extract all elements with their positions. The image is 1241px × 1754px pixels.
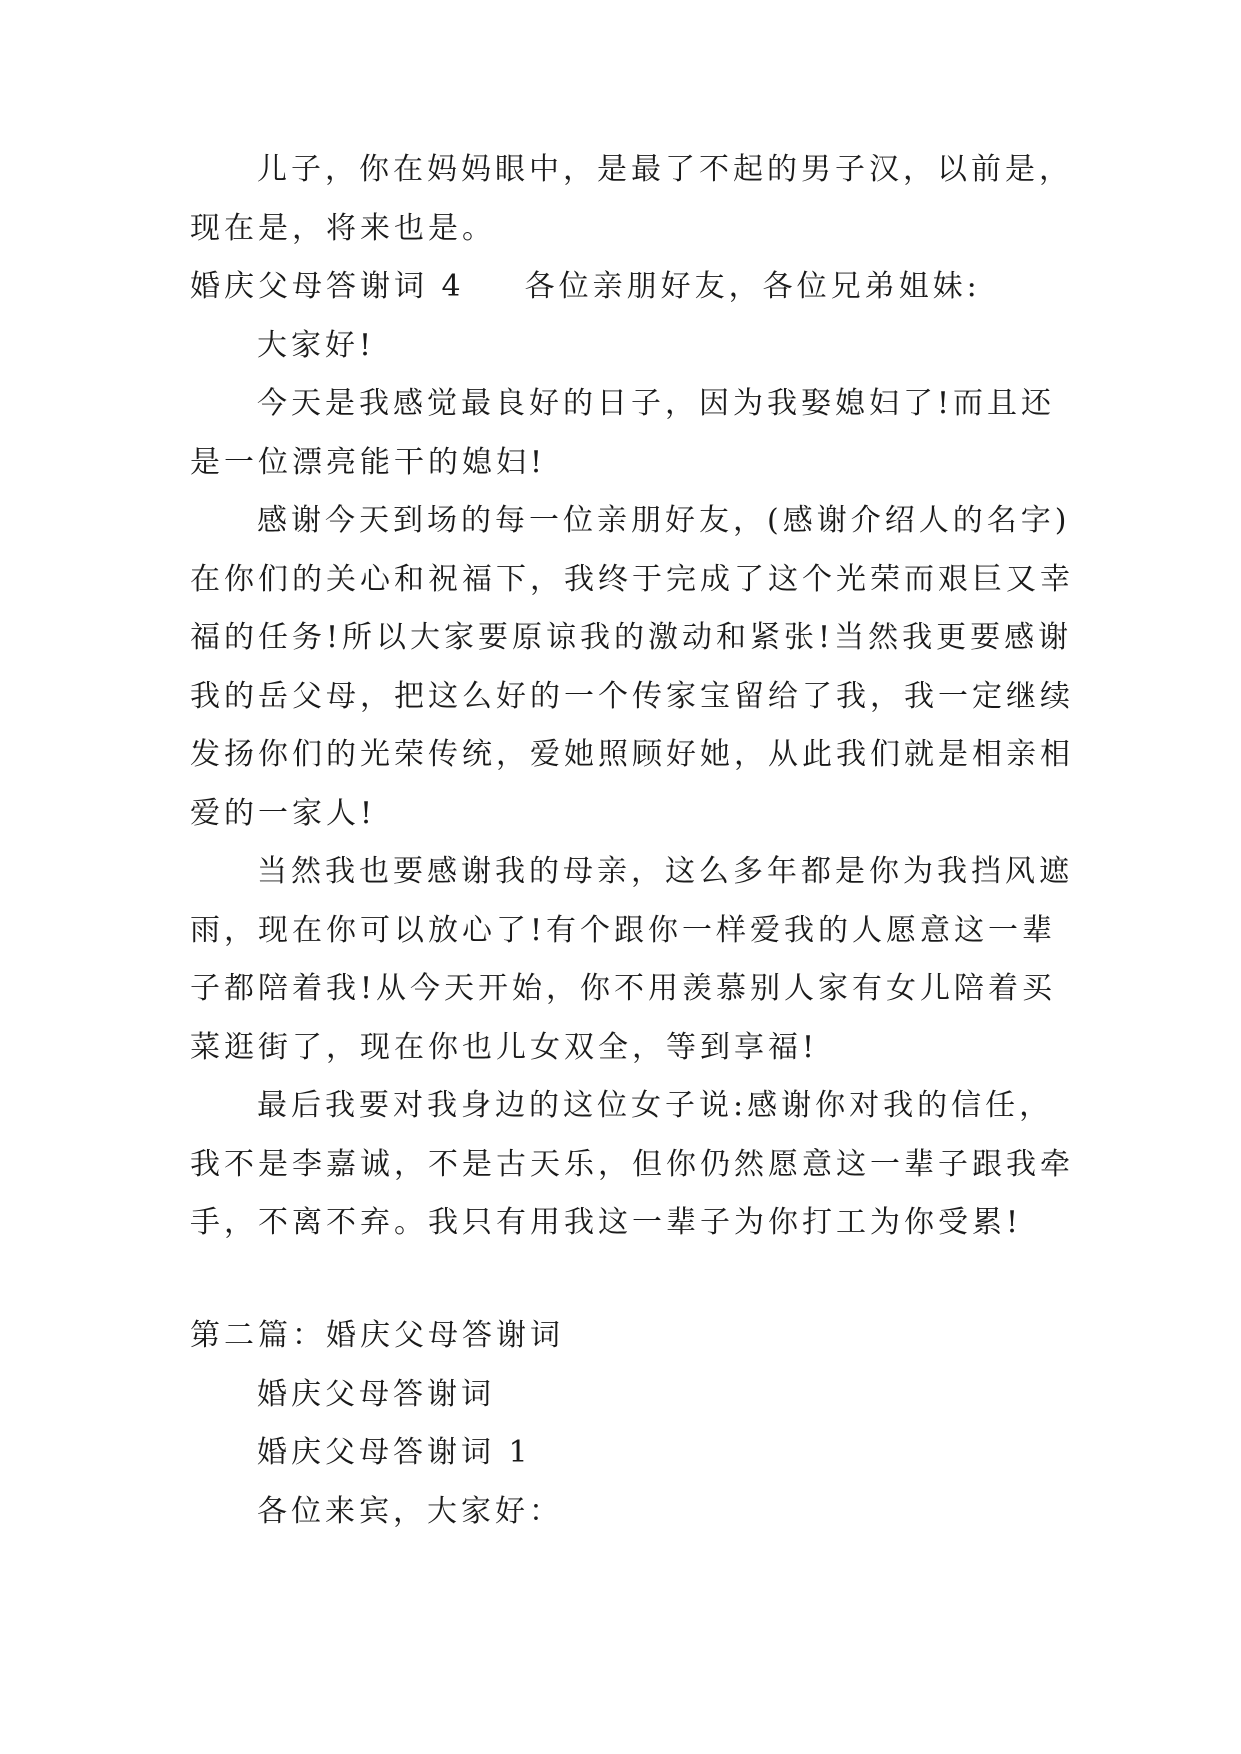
paragraph-line: 福的任务!所以大家要原谅我的激动和紧张!当然我更要感谢 [190,620,1073,655]
paragraph-line: 手，不离不弃。我只有用我这一辈子为你打工为你受累! [190,1205,1023,1240]
article-subtitle: 婚庆父母答谢词 1 [257,1435,532,1470]
paragraph-line: 感谢今天到场的每一位亲朋好友，(感谢介绍人的名字) [257,503,1071,538]
paragraph-line: 是一位漂亮能干的媳妇! [190,445,547,480]
paragraph-line: 我不是李嘉诚，不是古天乐，但你仍然愿意这一辈子跟我牵 [190,1147,1074,1182]
greeting-text: 各位亲朋好友，各位兄弟姐妹: [524,269,981,304]
paragraph-line: 现在是，将来也是。 [190,211,496,246]
paragraph-line: 雨，现在你可以放心了!有个跟你一样爱我的人愿意这一辈 [190,913,1057,948]
paragraph-line: 菜逛街了，现在你也儿女双全，等到享福! [190,1030,819,1065]
paragraph-line: 大家好! [257,328,376,363]
chapter-heading: 第二篇：婚庆父母答谢词 [190,1318,564,1353]
paragraph-line: 今天是我感觉最良好的日子，因为我娶媳妇了!而且还 [257,386,1056,421]
paragraph-line: 我的岳父母，把这么好的一个传家宝留给了我，我一定继续 [190,679,1074,714]
paragraph-line: 最后我要对我身边的这位女子说:感谢你对我的信任， [257,1088,1054,1123]
article-title: 婚庆父母答谢词 [257,1377,495,1412]
paragraph-line: 儿子，你在妈妈眼中，是最了不起的男子汉，以前是， [257,152,1073,187]
paragraph-line: 子都陪着我!从今天开始，你不用羡慕别人家有女儿陪着买 [190,971,1057,1006]
paragraph-line: 爱的一家人! [190,796,377,831]
section-title: 婚庆父母答谢词 4 [190,269,465,304]
paragraph-line: 当然我也要感谢我的母亲，这么多年都是你为我挡风遮 [257,854,1073,889]
paragraph-line: 在你们的关心和祝福下，我终于完成了这个光荣而艰巨又幸 [190,562,1074,597]
section-heading-line [190,267,981,307]
paragraph-line: 各位来宾，大家好： [257,1494,563,1529]
paragraph-line: 发扬你们的光荣传统，爱她照顾好她，从此我们就是相亲相 [190,737,1074,772]
